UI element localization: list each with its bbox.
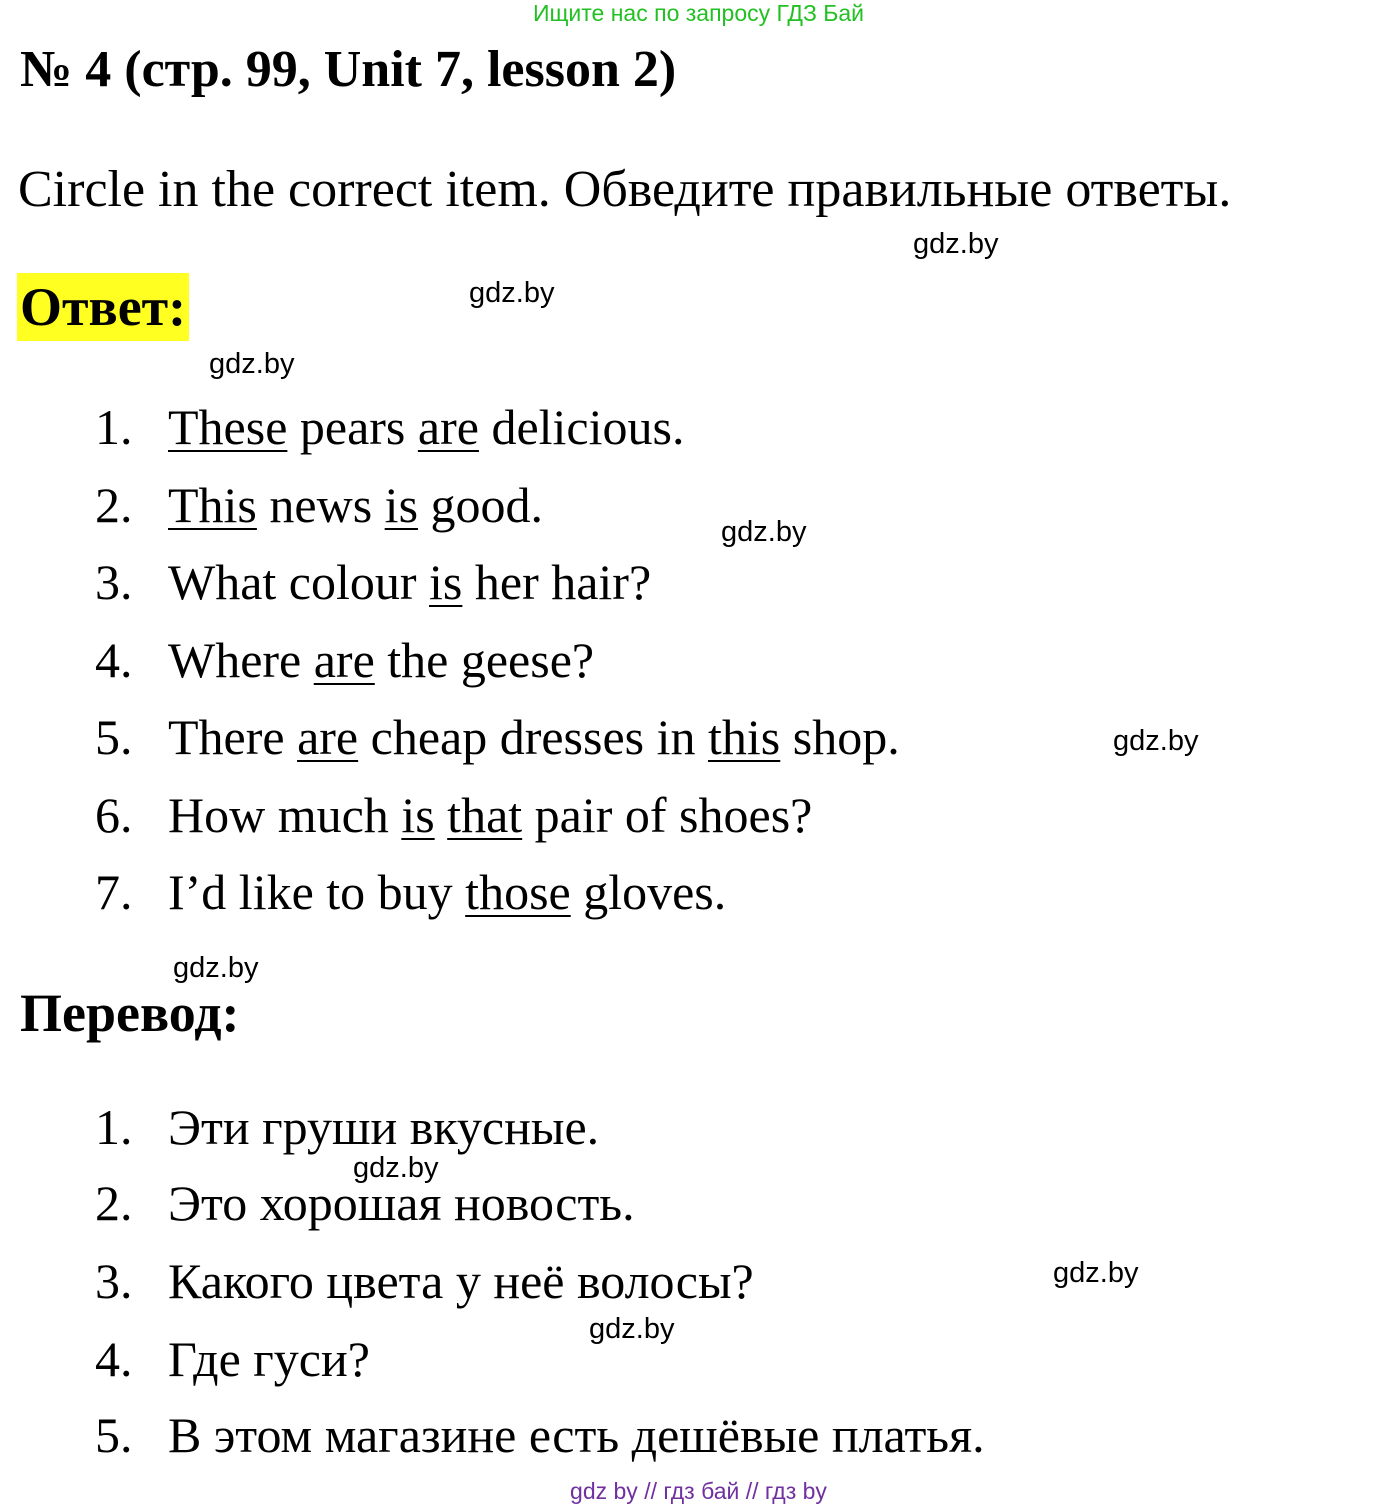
answer-text: shop. [780,709,900,765]
watermark: gdz.by [1053,1257,1139,1289]
underlined-answer-word: is [401,787,435,843]
watermark: gdz.by [721,516,807,548]
answer-text: What colour [168,554,430,610]
answer-item [168,398,684,456]
watermark: gdz.by [209,348,295,380]
answer-text [435,787,448,843]
underlined-answer-word: These [168,399,288,455]
answer-text: I’d like to buy [168,864,466,920]
underlined-answer-word: this [708,709,781,765]
answer-text: her hair? [462,554,652,610]
underlined-answer-word: that [447,787,523,843]
answer-text: pears [287,399,418,455]
answer-text: the geese? [374,632,595,688]
list-number: 4. [95,632,133,688]
list-number: 5. [95,1407,133,1463]
translation-item: Это хорошая новость. [168,1175,635,1231]
watermark: gdz.by [173,952,259,984]
translation-item: Эти груши вкусные. [168,1099,600,1155]
list-number: 5. [95,709,133,765]
answer-text: delicious. [478,399,685,455]
answer-text: cheap dresses in [358,709,709,765]
answer-text: good. [418,477,544,533]
watermark: gdz.by [1113,725,1199,757]
translation-heading: Перевод: [20,983,240,1043]
list-number: 1. [95,399,133,455]
watermark: gdz.by [353,1152,439,1184]
underlined-answer-word: This [168,477,257,533]
underlined-answer-word: is [384,477,419,533]
answer-heading: Ответ: [17,273,189,341]
list-number: 2. [95,477,133,533]
answer-item [168,476,543,534]
list-number: 7. [95,864,133,920]
answer-item [168,786,812,844]
list-number: 3. [95,554,133,610]
page-title: № 4 (стр. 99, Unit 7, lesson 2) [20,41,677,98]
list-number: 4. [95,1331,133,1387]
task-instruction: Circle in the correct item. Обведите правильные ответы. [18,161,1232,218]
answer-text: news [256,477,385,533]
answer-item [168,631,594,689]
answer-text: pair of shoes? [522,787,813,843]
list-number: 3. [95,1253,133,1309]
answer-item [168,708,900,766]
underlined-answer-word: are [313,632,375,688]
underlined-answer-word: are [297,709,359,765]
underlined-answer-word: those [465,864,571,920]
translation-item: Какого цвета у неё волосы? [168,1253,754,1309]
search-banner: Ищите нас по запросу ГДЗ Бай [532,0,865,26]
list-number: 1. [95,1099,133,1155]
answer-item [168,863,726,921]
answer-text: Where [168,632,314,688]
list-number: 6. [95,787,133,843]
watermark: gdz.by [469,277,555,309]
answer-text: There [168,709,298,765]
answer-text: How much [168,787,402,843]
list-number: 2. [95,1175,133,1231]
footer-links: gdz by // гдз бай // гдз by [570,1478,827,1504]
watermark: gdz.by [913,228,999,260]
answer-item [168,553,651,611]
underlined-answer-word: is [429,554,463,610]
translation-item: Где гуси? [168,1331,370,1387]
answer-text: gloves. [570,864,727,920]
watermark: gdz.by [589,1313,675,1345]
underlined-answer-word: are [417,399,479,455]
translation-item: В этом магазине есть дешёвые платья. [168,1407,985,1463]
